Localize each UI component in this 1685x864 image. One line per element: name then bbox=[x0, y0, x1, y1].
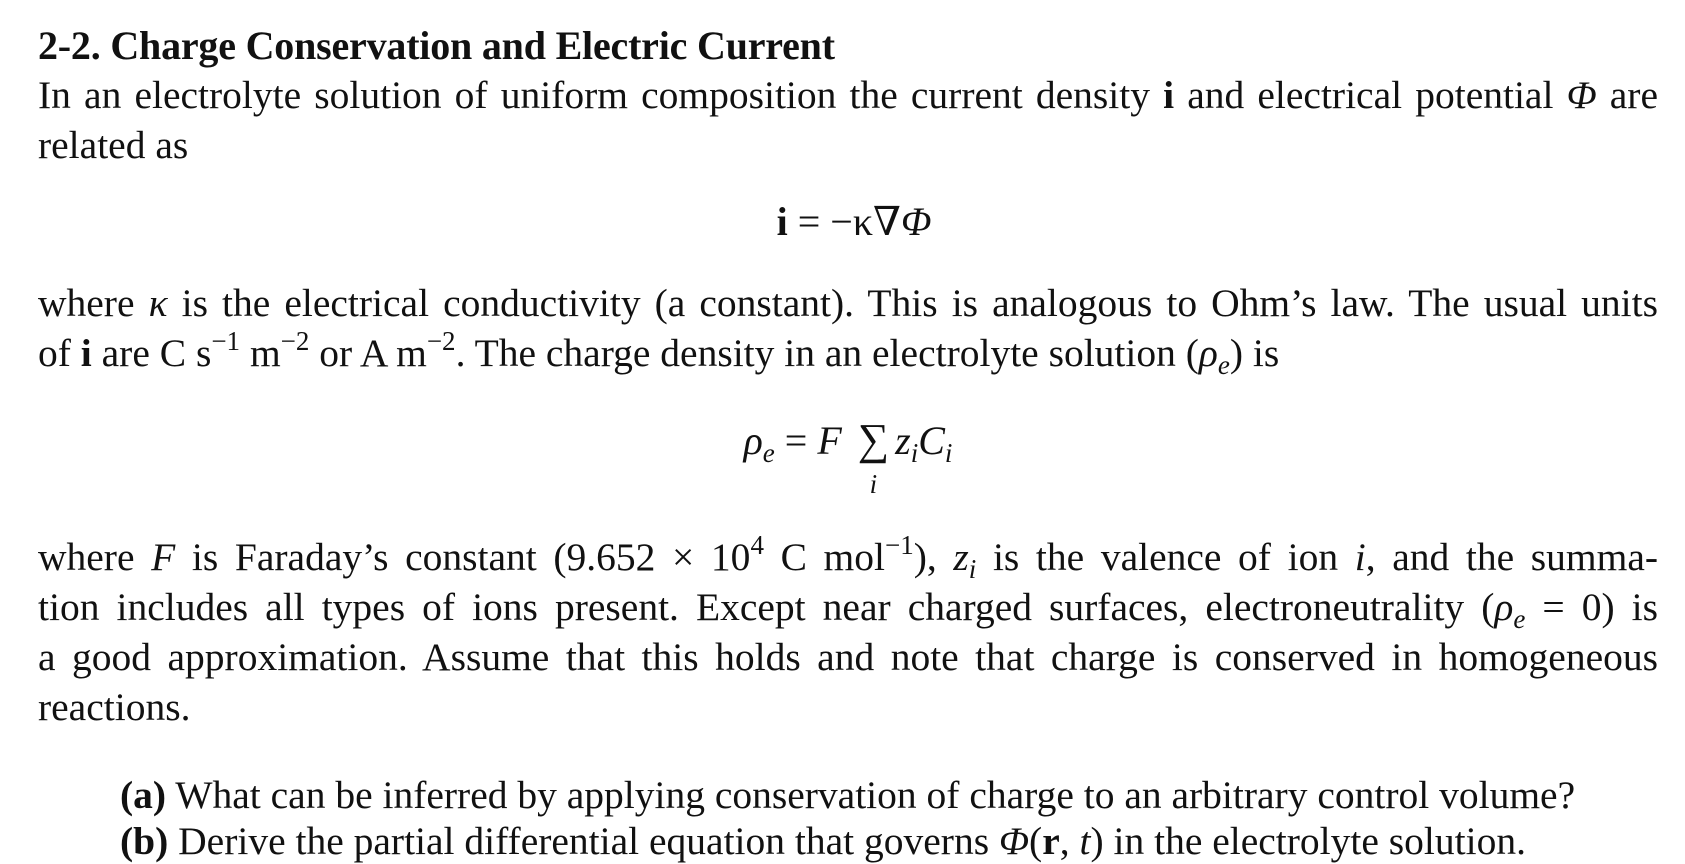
part-a-text: What can be inferred by applying conservation of charge to an arbitrary control volume? bbox=[166, 773, 1576, 817]
cond-exp-3: −2 bbox=[426, 326, 456, 356]
eq2-c-sub: i bbox=[944, 438, 953, 468]
potential-symbol: Φ bbox=[1566, 73, 1597, 117]
far-text-2: is Faraday’s constant (9.652 × 10 bbox=[175, 535, 751, 579]
part-b-text-2: ( bbox=[1029, 819, 1043, 863]
part-b-text-3: , bbox=[1059, 819, 1080, 863]
cond-exp-2: −2 bbox=[280, 326, 310, 356]
eq1-lhs: i bbox=[776, 199, 788, 244]
conductivity-line-1 bbox=[38, 278, 1658, 328]
eq2-z-sub: i bbox=[910, 438, 919, 468]
eq2-rho-sub: e bbox=[762, 438, 775, 468]
conductivity-paragraph bbox=[38, 278, 1658, 378]
problem-title: Charge Conservation and Electric Current bbox=[110, 23, 835, 68]
faraday-line-1 bbox=[38, 532, 1658, 582]
part-b bbox=[120, 818, 1658, 864]
eq2-rho: ρ bbox=[743, 418, 763, 463]
kappa-symbol: κ bbox=[148, 281, 168, 325]
summation-index: i bbox=[869, 469, 878, 499]
cond-units-2: m bbox=[240, 331, 281, 375]
sigma-glyph: ∑ bbox=[857, 415, 890, 464]
eq2-z: z bbox=[895, 418, 911, 463]
part-b-t: t bbox=[1079, 819, 1091, 863]
far-text-7: tion includes all types of ions present. Except near charged surfaces, electroneutrality ( bbox=[38, 585, 1495, 629]
cond-rho-sub: e bbox=[1217, 350, 1230, 380]
part-b-text-4: ) in the electrolyte solution. bbox=[1090, 819, 1526, 863]
cond-text-3: of bbox=[38, 331, 81, 375]
equation-ohms-law bbox=[38, 198, 1658, 246]
summation-sign bbox=[857, 415, 890, 499]
problem-number: 2-2. bbox=[38, 23, 101, 68]
intro-text-3: are bbox=[1596, 73, 1658, 117]
far-exp-4: 4 bbox=[750, 530, 764, 560]
cond-text-4: . The charge density in an electrolyte solution ( bbox=[455, 331, 1199, 375]
cond-units-1: are C s bbox=[91, 331, 212, 375]
far-z: z bbox=[953, 535, 969, 579]
problem-page bbox=[38, 22, 1658, 864]
faraday-line-3: a good approximation. Assume that this holds and note that charge is conserved in homogeneous bbox=[38, 635, 1658, 679]
intro-paragraph bbox=[38, 70, 1658, 170]
eq1-rhs: = −κ∇ bbox=[787, 199, 901, 244]
faraday-line-2 bbox=[38, 582, 1658, 632]
far-rho: ρ bbox=[1494, 585, 1514, 629]
far-text-3: C mol bbox=[763, 535, 886, 579]
eq2-equals: = bbox=[774, 418, 818, 463]
part-b-r: r bbox=[1042, 819, 1060, 863]
part-a-label: (a) bbox=[120, 773, 167, 817]
cond-text-1: where bbox=[38, 281, 149, 325]
eq1-phi: Φ bbox=[900, 199, 932, 244]
far-text-5: is the valence of ion bbox=[976, 535, 1355, 579]
eq2-faraday: F bbox=[817, 418, 842, 463]
far-ion-i: i bbox=[1354, 535, 1366, 579]
cond-units-3: or A m bbox=[309, 331, 427, 375]
cond-rho: ρ bbox=[1198, 331, 1218, 375]
intro-text-2: and electrical potential bbox=[1174, 73, 1567, 117]
cond-text-5: ) is bbox=[1229, 331, 1280, 375]
far-exp-m1: −1 bbox=[885, 530, 914, 560]
problem-heading bbox=[38, 22, 1658, 70]
part-b-label: (b) bbox=[120, 819, 169, 863]
cond-text-2: is the electrical conductivity (a constant). This is analogous to Ohm’s law. The usual units bbox=[167, 281, 1658, 325]
far-text-8: = 0) is bbox=[1525, 585, 1658, 629]
far-rho-sub: e bbox=[1513, 604, 1526, 634]
faraday-paragraph bbox=[38, 532, 1658, 732]
faraday-line-4: reactions. bbox=[38, 685, 191, 729]
far-F: F bbox=[151, 535, 176, 579]
far-text-1: where bbox=[38, 535, 152, 579]
equation-charge-density bbox=[38, 415, 1658, 499]
far-text-4: ), bbox=[913, 535, 954, 579]
eq2-c: C bbox=[918, 418, 945, 463]
intro-line-2: related as bbox=[38, 123, 189, 167]
part-b-phi: Φ bbox=[998, 819, 1030, 863]
conductivity-line-2 bbox=[38, 328, 1658, 378]
cond-exp-1: −1 bbox=[211, 326, 241, 356]
intro-line-1 bbox=[38, 70, 1658, 120]
far-z-sub: i bbox=[968, 554, 977, 584]
intro-text-1: In an electrolyte solution of uniform composition the current density bbox=[38, 73, 1164, 117]
part-b-text-1: Derive the partial differential equation that governs bbox=[168, 819, 999, 863]
far-text-6: , and the summa- bbox=[1365, 535, 1659, 579]
cond-i-symbol: i bbox=[80, 331, 92, 375]
question-parts bbox=[38, 772, 1658, 864]
part-a bbox=[120, 772, 1658, 818]
current-density-symbol: i bbox=[1163, 73, 1175, 117]
